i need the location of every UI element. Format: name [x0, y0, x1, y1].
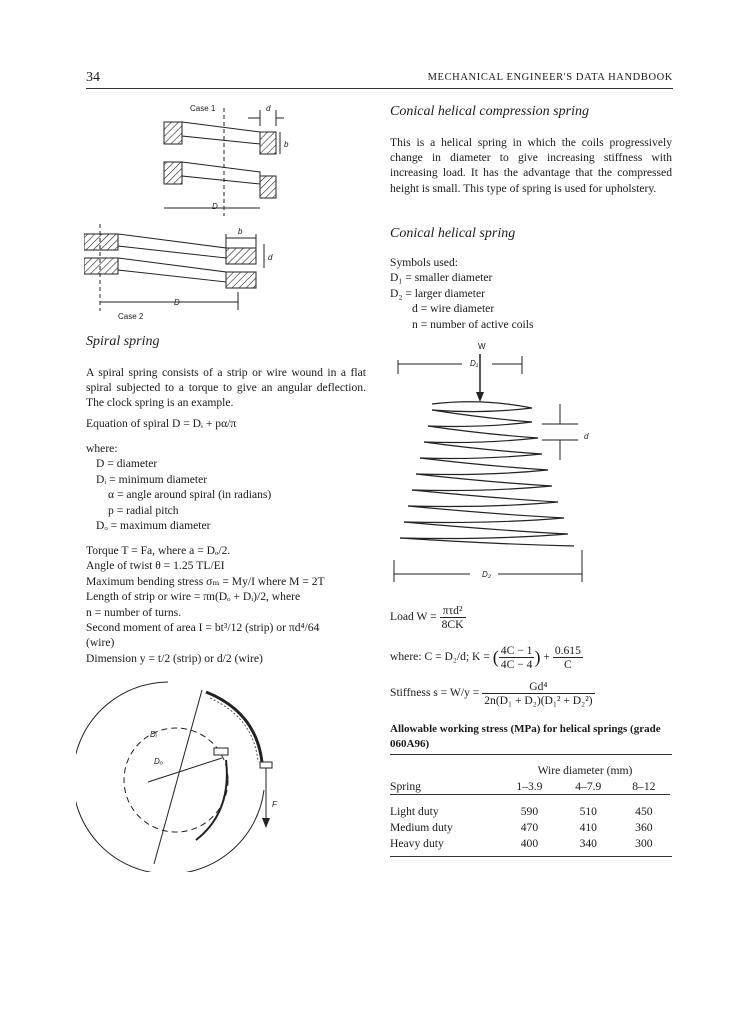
table-row — [390, 819, 670, 835]
spiral-strip-inner — [196, 760, 227, 840]
case2-label: Case 2 — [118, 312, 144, 321]
header-rule — [86, 88, 673, 89]
table-row — [390, 835, 670, 851]
spiral-formulas — [86, 543, 325, 666]
symbol-D1: D₁ = smaller diameter — [390, 271, 493, 285]
coil-4 — [420, 442, 542, 459]
cell: 590 — [520, 804, 539, 818]
spiral-definitions — [86, 441, 271, 533]
symbol-D2: D₂ = larger diameter — [390, 286, 486, 300]
def-diameter: D = diameter — [96, 457, 158, 471]
spiral-spring-figure — [76, 672, 306, 872]
stiffness-formula — [390, 680, 595, 707]
conical-compression-text: This is a helical spring in which the coils progressively change in diameter to give increasing stiffness with increasing load. It has the advantage that the compressed height is small. This type of spring is used for upholstery. — [390, 136, 672, 195]
spiral-intro: A spiral spring consists of a strip or wire wound in a flat spiral subjected to a torque to give an angular deflection. The clock spring is an example. — [86, 366, 366, 410]
formula-wire: (wire) — [86, 636, 115, 650]
running-title: MECHANICAL ENGINEER'S DATA HANDBOOK — [427, 72, 673, 83]
conical-D2-label: D₂ — [482, 570, 491, 579]
def-max-diameter: Dₒ = maximum diameter — [96, 519, 211, 533]
cell: 470 — [520, 820, 539, 834]
k-fraction-1 — [499, 644, 535, 671]
cell: 340 — [579, 836, 597, 850]
spring-col-header: Spring — [390, 779, 421, 793]
formula-twist: Angle of twist θ = 1.25 TL/EI — [86, 559, 225, 573]
conical-d-label: d — [584, 432, 589, 441]
load-fraction — [440, 604, 466, 631]
stiffness-label: Stiffness s = W/y = — [390, 686, 480, 700]
load-label: Load W = — [390, 610, 437, 624]
formula-length: Length of strip or wire = πn(Dₒ + Dᵢ)/2, where — [86, 590, 301, 604]
formula-stress: Maximum bending stress σₘ = My/I where M = 2T — [86, 574, 325, 588]
case2-section-left-upper — [84, 234, 118, 250]
k-den: 4C − 4 — [500, 658, 533, 671]
def-pitch: p = radial pitch — [108, 503, 179, 517]
row-name: Medium duty — [390, 820, 453, 834]
coil-section-figure — [84, 96, 284, 326]
wire-diameter-header: Wire diameter (mm) — [537, 763, 633, 777]
case2-d-label: d — [268, 253, 273, 262]
case2-section-right-upper — [226, 248, 256, 264]
case1-section-right-upper — [260, 132, 276, 154]
coil-7 — [408, 490, 558, 507]
case1-D-label: D — [212, 202, 218, 211]
case1-coil-upper — [182, 122, 260, 144]
load-denominator: 8CK — [441, 618, 464, 631]
case1-d-label: d — [266, 104, 271, 113]
cell: 510 — [579, 804, 597, 818]
formula-dimension: Dimension y = t/2 (strip) or d/2 (wire) — [86, 651, 263, 665]
row-name: Light duty — [390, 804, 439, 818]
k-formula: where: C = D₂/d; K = ( $\frac{4C - 1}{4C - 4}$ ) + $\frac{0.615}{C}$ — [390, 644, 581, 671]
row-name: Heavy duty — [390, 836, 444, 850]
cell: 360 — [635, 820, 653, 834]
spiral-end-clip — [260, 762, 272, 768]
stress-table-title: Allowable working stress (MPa) for helical springs (grade 060A96) — [390, 723, 661, 750]
spiral-spring-heading: Spiral spring — [86, 334, 160, 349]
load-W-label: W — [478, 342, 486, 351]
case1-label: Case 1 — [190, 104, 216, 113]
k-num: 4C − 1 — [500, 644, 533, 657]
symbol-d: d = wire diameter — [412, 302, 495, 316]
case2-coil-upper — [118, 234, 226, 258]
table-rule-top — [390, 754, 672, 755]
case2-section-right-lower — [226, 272, 256, 288]
stiffness-fraction — [482, 680, 594, 707]
table-rule-bottom — [390, 856, 672, 857]
conical-spring-figure — [392, 348, 592, 588]
load-arrowhead — [476, 392, 484, 402]
cell: 300 — [635, 836, 653, 850]
conical-D1-label: D₁ — [470, 359, 479, 368]
case2-section-left-lower — [84, 258, 118, 274]
where-C-K-label: where: C = D₂/d; K = — [390, 650, 490, 664]
conical-compression-heading: Conical helical compression spring — [390, 104, 589, 119]
case1-section-left-lower — [164, 162, 182, 184]
spiral-F-label: F — [272, 800, 277, 809]
conical-helical-heading: Conical helical spring — [390, 226, 516, 241]
load-numerator: πτd² — [440, 604, 466, 618]
coil-5 — [416, 458, 548, 475]
cell: 410 — [579, 820, 597, 834]
coil-stack — [400, 402, 574, 546]
page-number: 34 — [86, 70, 100, 85]
load-formula — [390, 604, 466, 631]
cell: 400 — [520, 836, 539, 850]
case1-section-right-lower — [260, 176, 276, 198]
k2-num: 0.615 — [554, 644, 581, 657]
coil-8 — [404, 506, 564, 523]
symbol-n: n = number of active coils — [412, 317, 534, 331]
cell: 450 — [635, 804, 653, 818]
case1-b-label: b — [284, 140, 289, 149]
case1-coil-lower — [182, 162, 260, 184]
k-plus: + — [543, 650, 550, 664]
coil-10 — [400, 538, 574, 546]
k-fraction-2 — [553, 644, 583, 671]
coil-9 — [400, 522, 568, 539]
case2-b-label: b — [238, 227, 243, 236]
spiral-Di-label: Dᵢ — [150, 730, 157, 739]
table-row — [390, 803, 670, 819]
case2-coil-lower — [118, 258, 226, 282]
coil-3 — [424, 426, 538, 443]
range-header-1: 1–3.9 — [516, 779, 543, 793]
stiffness-den: 2n(D₁ + D₂)(D₁² + D₂²) — [484, 694, 593, 707]
spiral-arbor — [214, 748, 228, 755]
case1-section-left-upper — [164, 122, 182, 144]
formula-turns: n = number of turns. — [86, 605, 182, 619]
spiral-Do-label: Dₒ — [154, 757, 163, 766]
formula-moment: Second moment of area I = bt³/12 (strip) or πd⁴/64 — [86, 621, 320, 635]
Do-dimension-line — [154, 690, 202, 864]
stiffness-num: Gd⁴ — [482, 680, 594, 694]
coil-6 — [412, 474, 552, 491]
k2-den: C — [563, 658, 572, 671]
symbols-title: Symbols used: — [390, 256, 458, 269]
def-angle: α = angle around spiral (in radians) — [108, 488, 272, 502]
def-min-diameter: Dᵢ = minimum diameter — [96, 472, 208, 486]
inner-circle — [124, 728, 228, 832]
stress-table — [390, 762, 670, 851]
conical-symbols — [390, 255, 533, 332]
case2-D-label: D — [174, 298, 180, 307]
coil-1 — [432, 402, 532, 412]
where-label: where: — [86, 442, 118, 455]
formula-torque: Torque T = Fa, where a = Dₒ/2. — [86, 544, 231, 557]
coil-2 — [428, 410, 532, 427]
force-arrowhead — [262, 818, 270, 828]
range-header-2: 4–7.9 — [575, 779, 602, 793]
spiral-equation: Equation of spiral D = Dᵢ + pα/π — [86, 417, 237, 430]
range-header-3: 8–12 — [632, 779, 656, 793]
